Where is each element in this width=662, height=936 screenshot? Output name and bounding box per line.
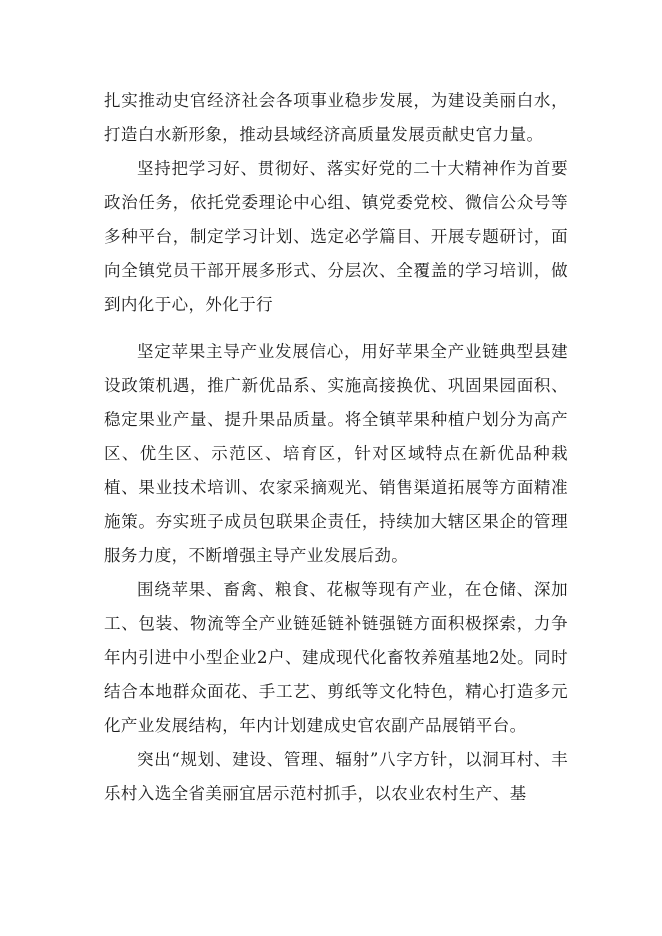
paragraph-apple-industry: 坚定苹果主导产业发展信心，用好苹果全产业链典型县建设政策机遇，推广新优品系、实施高接换优、巩固果园面积、稳定果业产量、提升果品质量。将全镇苹果种植户划分为高产区、优生区、示范区、培育区，针对区域特点在新优品种栽植、果业技术培训、农家采摘观光、销售渠道拓展等方面精准施策。夯实班子成员包联果企责任，持续加大辖区果企的管理服务力度，不断增强主导产业发展后劲。 (104, 342, 568, 565)
paragraph-village-planning: 突出“规划、建设、管理、辐射”八字方针，以洞耳村、丰乐村入选全省美丽宜居示范村抓手，以农业农村生产、基 (104, 750, 568, 803)
document-body (104, 84, 568, 811)
paragraph-industry-chain: 围绕苹果、畜禽、粮食、花椒等现有产业，在仓储、深加工、包装、物流等全产业链延链补链强链方面积极探索，力争年内引进中小型企业2户、建成现代化畜牧养殖基地2处。同时结合本地群众面花、手工艺、剪纸等文化特色，精心打造多元化产业发展结构，年内计划建成史官农副产品展销平台。 (104, 580, 568, 735)
paragraph-study-spirit: 坚持把学习好、贯彻好、落实好党的二十大精神作为首要政治任务，依托党委理论中心组、镇党委党校、微信公众号等多种平台，制定学习计划、选定必学篇目、开展专题研讨，面向全镇党员干部开展多形式、分层次、全覆盖的学习培训，做到内化于心，外化于行 (104, 159, 568, 314)
paragraph-continuation: 扎实推动史官经济社会各项事业稳步发展，为建设美丽白水，打造白水新形象，推动县域经济高质量发展贡献史官力量。 (104, 91, 568, 144)
